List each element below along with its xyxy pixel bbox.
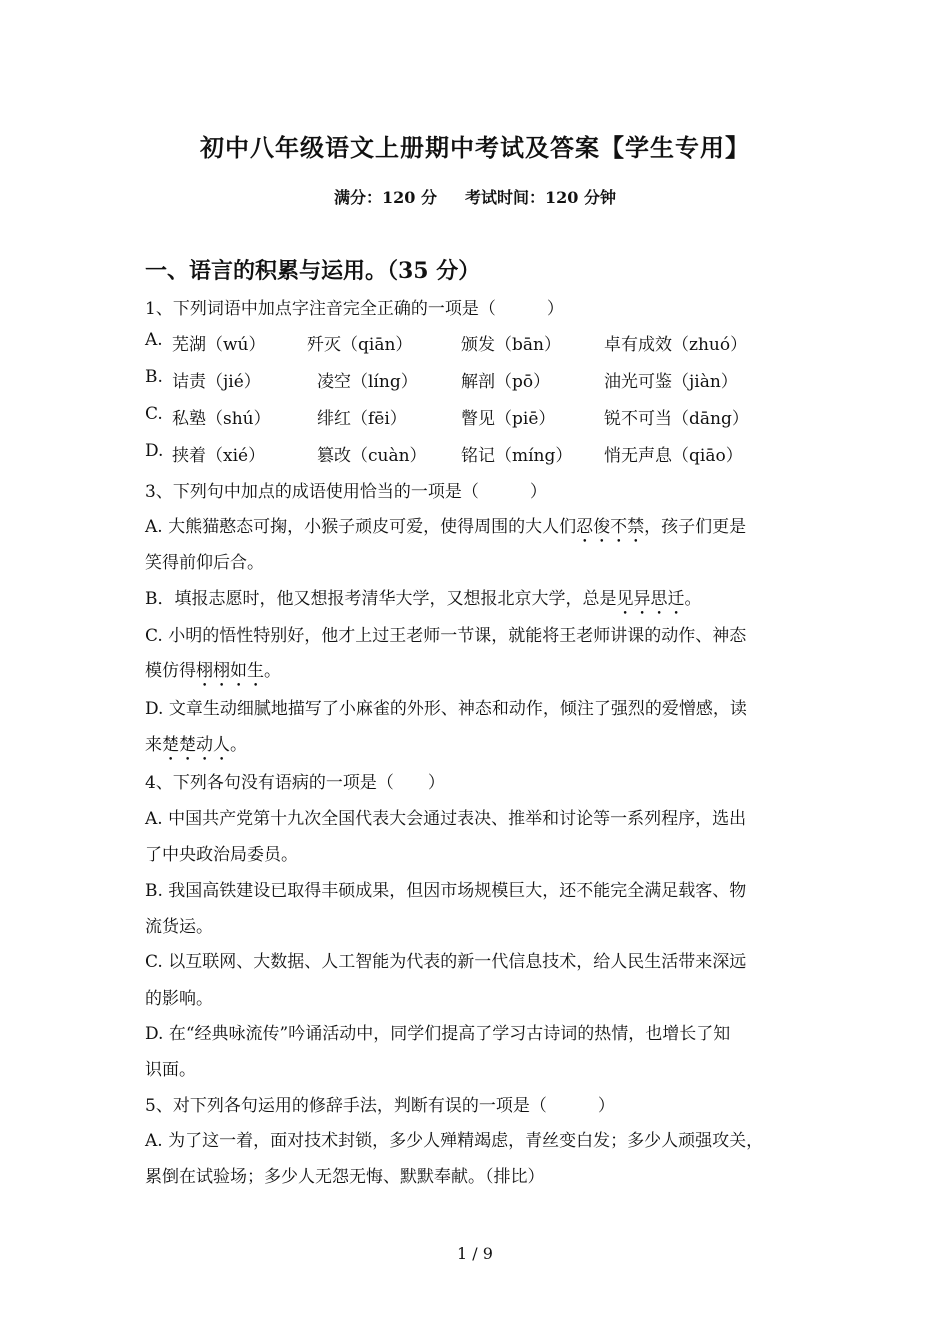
option-word: 诘责（jié） xyxy=(172,372,261,392)
option-label: C. xyxy=(145,404,163,424)
option-word: 卓有成效（zhuó） xyxy=(604,335,748,355)
page-number: 1 / 9 xyxy=(457,1244,493,1263)
option-word: 绯红（fēi） xyxy=(317,409,407,429)
option-label: A. xyxy=(145,330,163,350)
option-word: 挟着（xié） xyxy=(172,446,266,466)
option-label: B. xyxy=(145,367,163,387)
option-word: 篡改（cuàn） xyxy=(317,446,427,466)
option-word: 油光可鉴（jiàn） xyxy=(604,372,738,392)
question-4-option-a-cont: 了中央政治局委员。 xyxy=(145,845,298,865)
question-5-stem: 5、对下列各句运用的修辞手法，判断有误的一项是（ ） xyxy=(145,1096,615,1116)
question-5-option-a: A. 为了这一着，面对技术封锁，多少人殚精竭虑，青丝变白发；多少人顽强攻关， xyxy=(145,1131,764,1151)
option-word: 锐不可当（dāng） xyxy=(604,409,749,429)
exam-info xyxy=(0,185,950,208)
exam-time: 考试时间：120 分钟 xyxy=(465,188,616,207)
option-word: 芜湖（wú） xyxy=(172,335,266,355)
question-1-stem: 1、下列词语中加点字注音完全正确的一项是（ ） xyxy=(145,299,564,319)
dotted-idiom: 栩栩如生 xyxy=(196,661,264,681)
option-label: D. xyxy=(145,441,164,461)
question-3-option-b: B．填报志愿时，他又想报考清华大学，又想报北京大学，总是见异思迁。 xyxy=(145,589,702,609)
option-word: 解剖（pō） xyxy=(461,372,551,392)
full-score: 满分：120 分 xyxy=(334,188,437,207)
question-4-option-c: C. 以互联网、大数据、人工智能为代表的新一代信息技术，给人民生活带来深远 xyxy=(145,952,747,972)
question-4-option-b: B. 我国高铁建设已取得丰硕成果，但因市场规模巨大，还不能完全满足载客、物 xyxy=(145,881,747,901)
section-heading: 一、语言的积累与运用。（35 分） xyxy=(145,258,481,284)
question-4-option-d-cont: 识面。 xyxy=(145,1060,196,1080)
option-word: 悄无声息（qiāo） xyxy=(604,446,743,466)
question-4-option-c-cont: 的影响。 xyxy=(145,989,213,1009)
question-3-option-d: D. 文章生动细腻地描写了小麻雀的外形、神态和动作，倾注了强烈的爱憎感，读 xyxy=(145,699,747,719)
question-3-option-a-cont: 笑得前仰后合。 xyxy=(145,553,264,573)
question-3-option-c: C. 小明的悟性特别好，他才上过王老师一节课，就能将王老师讲课的动作、神态 xyxy=(145,626,747,646)
option-word: 瞥见（piē） xyxy=(461,409,556,429)
option-word: 凌空（líng） xyxy=(317,372,418,392)
question-5-option-a-cont: 累倒在试验场；多少人无怨无悔、默默奉献。（排比） xyxy=(145,1167,545,1187)
question-4-option-a: A. 中国共产党第十九次全国代表大会通过表决、推举和讨论等一系列程序，选出 xyxy=(145,809,747,829)
option-word: 铭记（míng） xyxy=(461,446,573,466)
question-4-option-d: D. 在“经典咏流传”吟诵活动中，同学们提高了学习古诗词的热情，也增长了知 xyxy=(145,1024,731,1044)
question-3-option-c-cont: 模仿得栩栩如生。 xyxy=(145,661,281,681)
question-3-option-d-cont: 来楚楚动人。 xyxy=(145,735,247,755)
question-3-option-a: A. 大熊猫憨态可掬，小猴子顽皮可爱，使得周围的大人们忍俊不禁，孩子们更是 xyxy=(145,517,747,537)
dotted-idiom: 楚楚动人 xyxy=(162,735,230,755)
dotted-idiom: 见异思迁 xyxy=(616,589,685,609)
question-3-stem: 3、下列句中加点的成语使用恰当的一项是（ ） xyxy=(145,482,547,502)
option-word: 歼灭（qiān） xyxy=(307,335,413,355)
question-4-stem: 4、下列各句没有语病的一项是（ ） xyxy=(145,773,445,793)
document-title: 初中八年级语文上册期中考试及答案【学生专用】 xyxy=(200,133,750,162)
option-word: 私塾（shú） xyxy=(172,409,271,429)
question-4-option-b-cont: 流货运。 xyxy=(145,917,213,937)
dotted-idiom: 忍俊不禁 xyxy=(576,517,645,537)
option-word: 颁发（bān） xyxy=(461,335,561,355)
